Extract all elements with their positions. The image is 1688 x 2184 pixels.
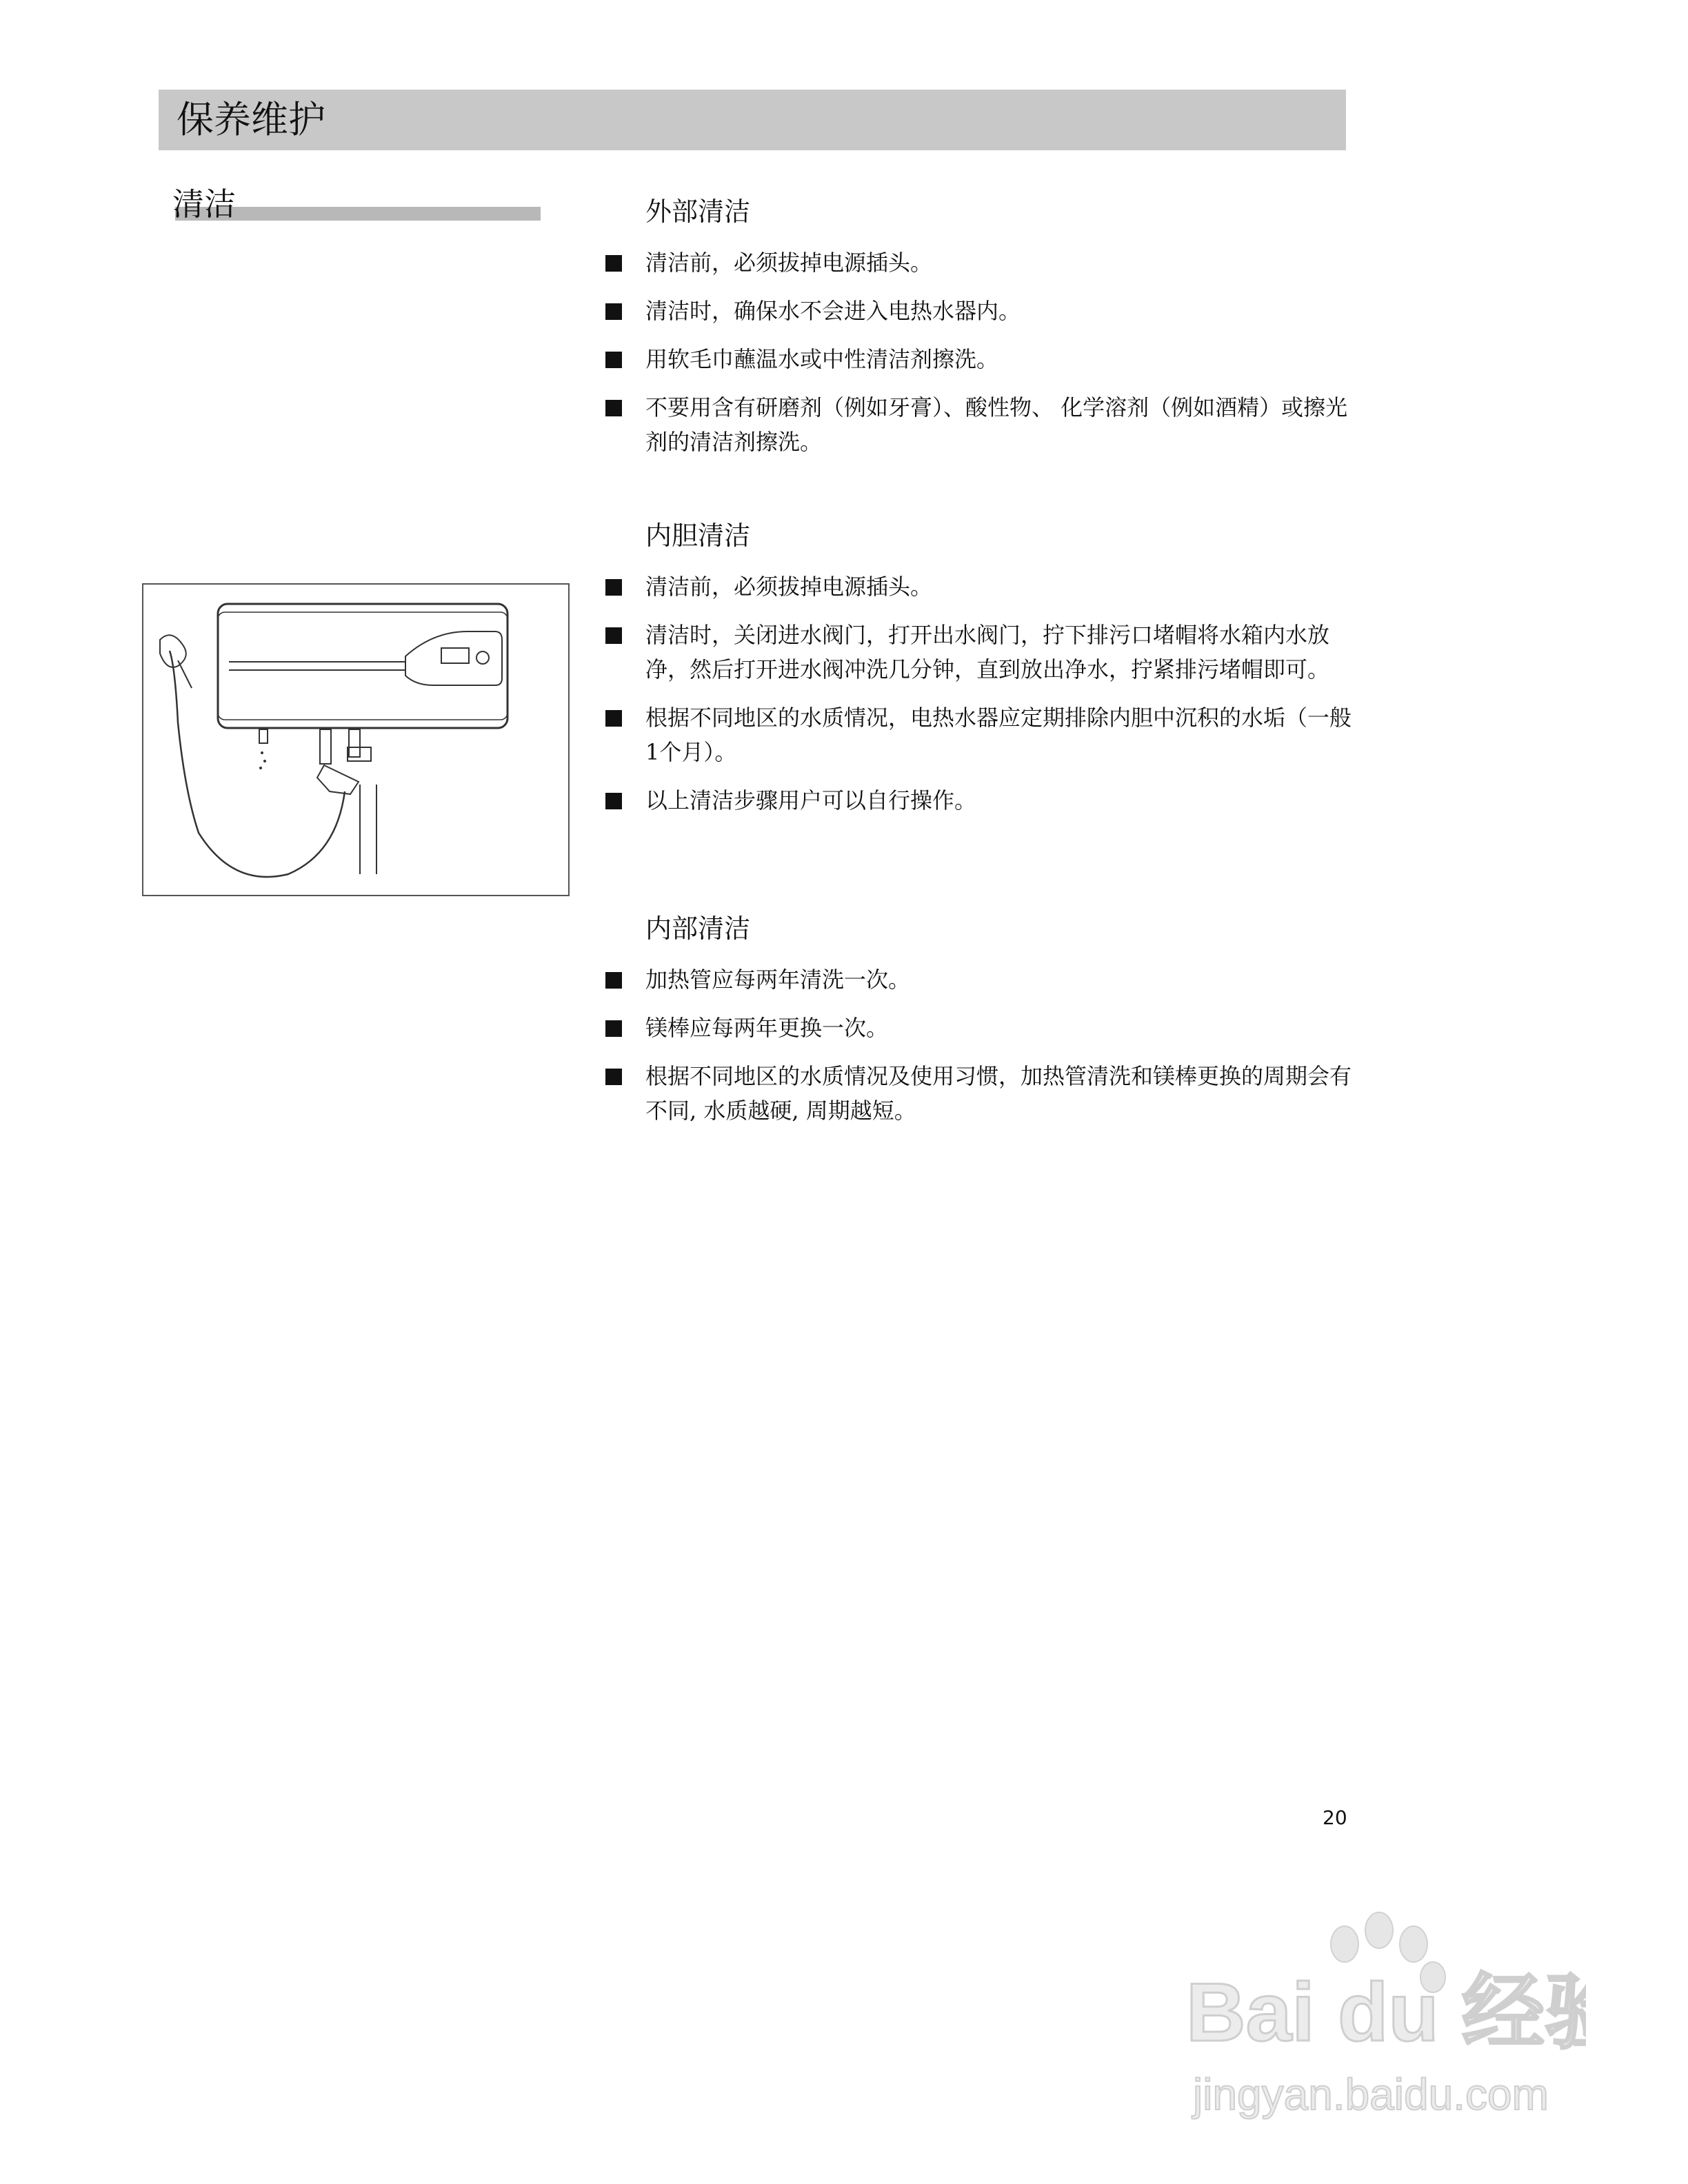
list-item: 加热管应每两年清洗一次。 [600,962,1358,997]
list-item: 清洁前，必须拔掉电源插头。 [600,569,1358,604]
list-item: 不要用含有研磨剂（例如牙膏）、酸性物、 化学溶剂（例如酒精）或擦光剂的清洁剂擦洗。 [600,390,1358,459]
list-item: 用软毛巾蘸温水或中性清洁剂擦洗。 [600,342,1358,376]
list-item: 清洁时，确保水不会进入电热水器内。 [600,294,1358,328]
section-title: 内胆清洁 [645,520,751,551]
section-exterior-cleaning [600,194,1358,473]
section-title-bar [159,90,1346,150]
water-heater-drawing [143,585,568,895]
watermark-brand: Bai du 经验 [1186,1966,1586,2059]
square-bullet-icon [605,352,622,368]
side-heading-text: 清洁 [172,185,236,223]
square-bullet-icon [605,303,622,320]
list-item: 根据不同地区的水质情况，电热水器应定期排除内胆中沉积的水垢（一般1个月）。 [600,700,1358,769]
section-title: 内部清洁 [645,913,751,944]
page-title: 保养维护 [177,98,325,141]
page-number: 20 [1323,1806,1347,1829]
list-item: 镁棒应每两年更换一次。 [600,1011,1358,1045]
baidu-watermark [1172,1903,1586,2130]
square-bullet-icon [605,972,622,989]
water-heater-illustration [142,583,570,896]
section-internal-cleaning [600,911,1358,1142]
square-bullet-icon [605,710,622,727]
baidu-paw-logo-icon [1172,1903,1586,2130]
section-title: 外部清洁 [645,196,751,227]
square-bullet-icon [605,627,622,644]
square-bullet-icon [605,793,622,809]
list-item: 清洁前，必须拔掉电源插头。 [600,245,1358,280]
watermark-url: jingyan.baidu.com [1193,2070,1549,2119]
square-bullet-icon [605,1069,622,1085]
list-item: 清洁时，关闭进水阀门，打开出水阀门，拧下排污口堵帽将水箱内水放净，然后打开进水阀冲洗几分钟，直到放出净水，拧紧排污堵帽即可。 [600,618,1358,687]
square-bullet-icon [605,400,622,416]
square-bullet-icon [605,579,622,596]
section-tank-cleaning [600,518,1358,831]
list-item: 根据不同地区的水质情况及使用习惯，加热管清洗和镁棒更换的周期会有不同, 水质越硬, 周期越短。 [600,1059,1358,1128]
square-bullet-icon [605,1020,622,1037]
side-heading [172,185,545,226]
list-item: 以上清洁步骤用户可以自行操作。 [600,783,1358,818]
square-bullet-icon [605,255,622,272]
